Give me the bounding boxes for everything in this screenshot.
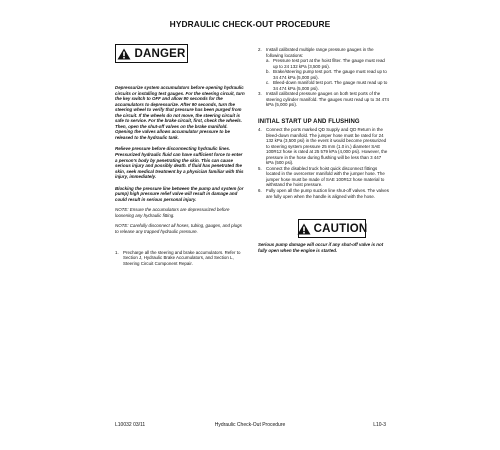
right-column [258,47,390,253]
step-2-sub-b [266,69,390,80]
step-5 [258,166,390,188]
step-number: 1. [115,249,119,255]
step-2-sub-a [266,58,390,69]
sub-text: Bleed-down manifold test port. The gauge must read up to 34 474 kPa (5,000 psi). [273,80,388,91]
step-number: 3. [258,91,262,97]
step-6 [258,188,390,199]
danger-label: DANGER [134,47,186,60]
step-number: 5. [258,165,262,171]
note-accumulators: NOTE: Ensure the accumulators are depressurized before loosening any hydraulic fitting. [115,207,230,218]
warning-triangle-icon [117,48,131,60]
page-title: HYDRAULIC CHECK-OUT PROCEDURE [169,19,331,29]
sub-text: Pressure test port at the hoist filter. The gauge must read up to 24 132 kPa (3,500 psi). [273,58,385,69]
step-text: Install calibrated multiple range pressure gauges in the following locations: [266,47,374,58]
step-4 [258,127,390,166]
step-text: Precharge all the steering and brake accumulators. Refer to Section J, Hydraulic Brake Accumulators, and Section L, Steering Circuit Component Repair. [123,249,241,266]
sub-letter: c. [266,80,270,86]
footer-page-number: L10-3 [373,422,386,428]
sub-text: Brake/steering pump test port. The gauge must read up to 34 474 kPa (5,000 psi). [273,69,387,80]
step-number: 6. [258,188,262,194]
section-heading: INITIAL START UP AND FLUSHING [258,119,360,126]
danger-text: Depressurize system accumulators before opening hydraulic circuits or installing test gauges. For the steering circuit, turn the key switch to OFF and allow 90 seconds for the accumulators to depressurize. After 90 seconds, turn the steering wheel to verify that pressure has been purged from the circuit. If the wheels do not move, the steering circuit is safe to service. For the brake circuit, first, check the wheels. Then, open the shut-off valves on the brake manifold. Opening the valves allows accumulator pressure to be released to the hydraulic tank. [115,85,245,140]
step-text: Connect the ports marked QD Supply and QD Return in the bleed-down manifold. The jumper hose must be rated for 24 132 kPa (3,500 psi) in the event it would become pressurized to steering system pressure 25 mm (1.0 in.) diameter SAE 100R12 hose is rated at 25 579 kPa (4,000 psi). However, the pressure in the hose during flushing will be less than 3 447 kPa (500 psi). [266,127,388,166]
step-text: Fully open all the pump suction line shut-off valves. The valves are fully open when the handle is aligned with the hose. [266,188,389,199]
caution-text: Serious pump damage will occur if any shut-off valve is not fully open when the engine is started. [258,242,384,253]
step-3 [258,91,390,108]
footer-section-title: Hydraulic Check-Out Procedure [214,422,286,428]
relieve-pressure-text: Relieve pressure before disconnecting hydraulic lines. Pressurized hydraulic fluid can have sufficient force to enter a person's body by penetrating the skin. This can cause serious injury and possibly death. If fluid has penetrated the skin, seek medical treatment by a physician familiar with this injury, immediately. [115,146,244,180]
step-text: Install calibrated pressure gauges on both test ports of the steering cylinder manifold. The gauges must read up to 34 474 kPa (5,000 psi). [266,91,390,108]
sub-letter: b. [266,69,270,75]
warning-triangle-icon [297,223,311,235]
caution-sign [298,219,366,238]
caution-label: CAUTION [313,222,368,235]
left-column [115,44,245,266]
note-disconnect-hoses: NOTE: Carefully disconnect all hoses, tubing, gauges, and plugs to release any trapped hydraulic pressure. [115,223,242,235]
danger-sign [115,44,188,63]
step-1 [115,250,245,267]
step-text: Connect the disabled truck hoist quick disconnect fittings located in the overcenter manifold with the jumper hose. The jumper hose must be made of SAE 100R12 hose material to withstand the hoist pressure. [266,165,385,188]
step-2 [258,47,390,58]
step-2-sub-c [266,80,390,91]
footer-document-code: L10032 03/11 [115,422,146,428]
sub-letter: a. [266,58,270,64]
blocking-pressure-text: Blocking the pressure line between the pump and system (or pump) high pressure relief valve will result in damage and could result in serious personal injury. [115,185,244,202]
step-number: 2. [258,47,262,52]
step-number: 4. [258,127,262,133]
